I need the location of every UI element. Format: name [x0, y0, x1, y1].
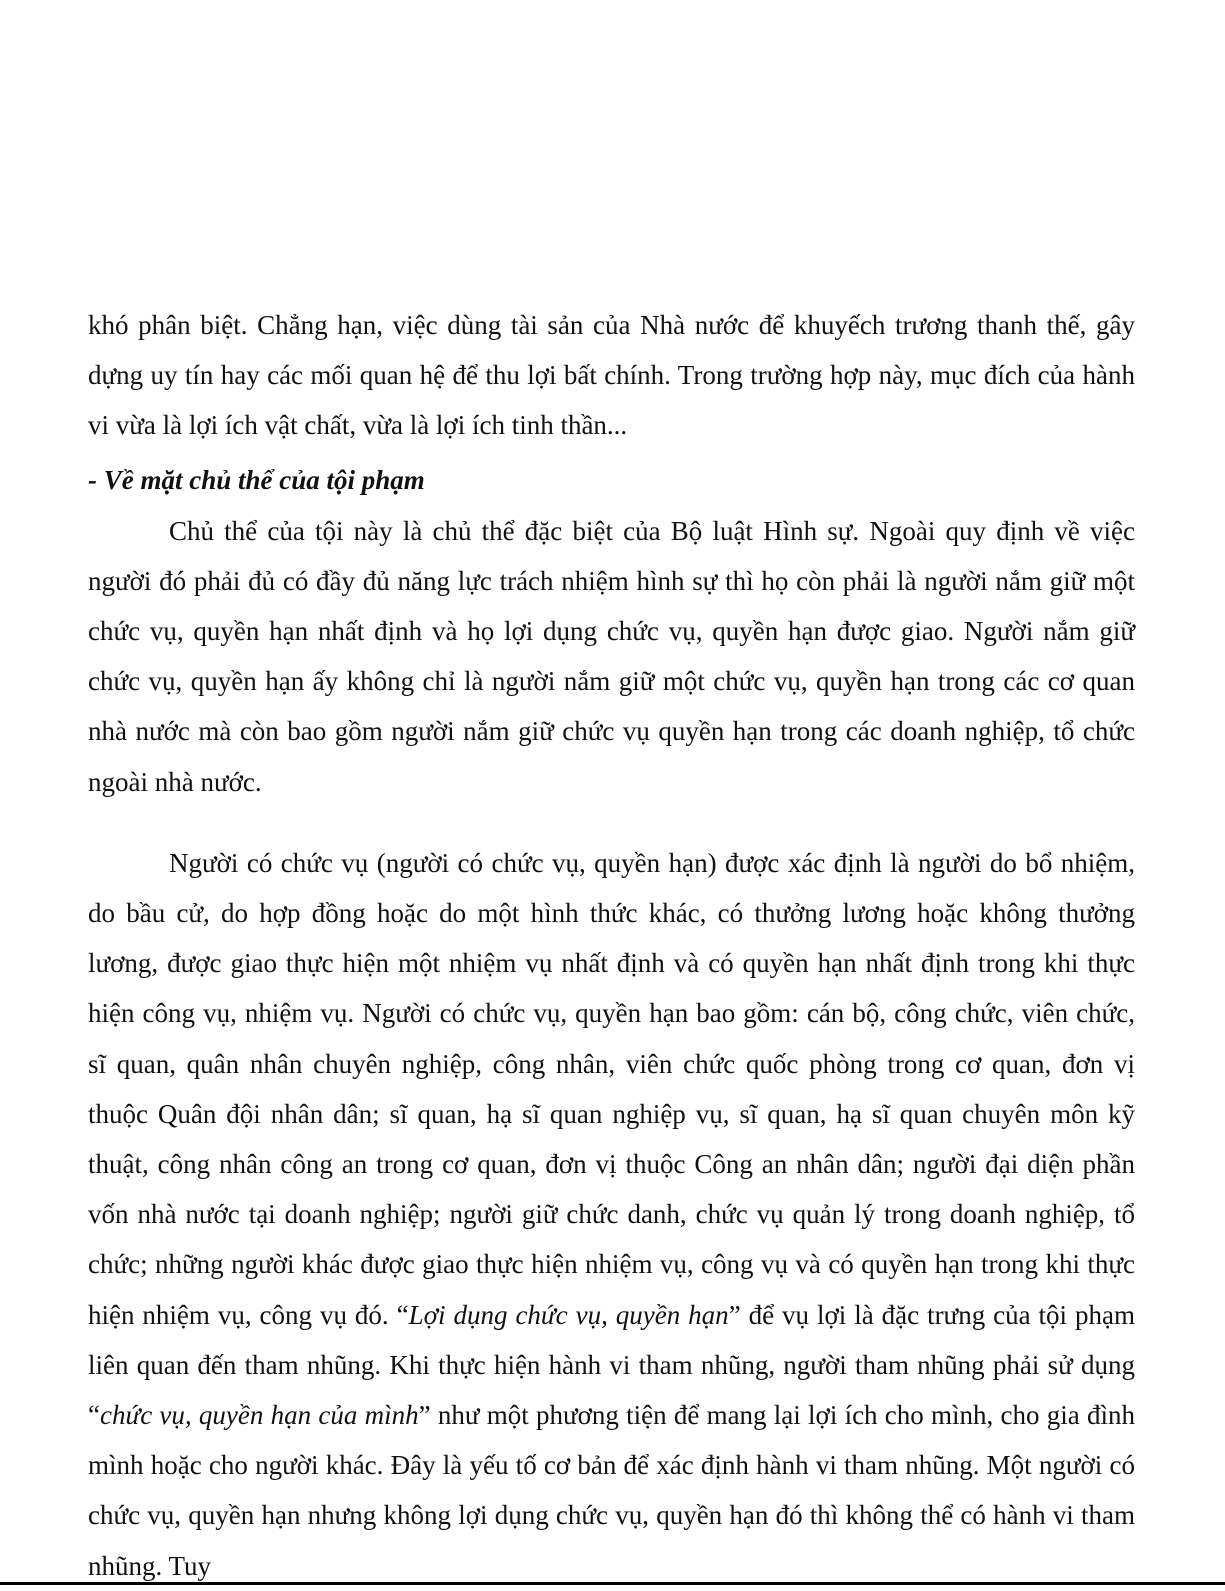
- text-run: ” để vụ lợi là đặc trưng của tội phạm liên quan đến tham nhũng. Khi thực hiện hành vi tham nhũng, người tham nhũng phải sử dụng “: [88, 1299, 1135, 1431]
- paragraph-continuation: khó phân biệt. Chẳng hạn, việc dùng tài sản của Nhà nước để khuyếch trương thanh thế, gây dựng uy tín hay các mối quan hệ để thu lợi bất chính. Trong trường hợp này, mục đích của hành vi vừa là lợi ích vật chất, vừa là lợi ích tinh thần...: [88, 310, 1135, 441]
- section-heading: - Về mặt chủ thể của tội phạm: [88, 464, 425, 495]
- italic-phrase: chức vụ, quyền hạn của mình: [99, 1400, 419, 1431]
- document-body: [88, 300, 1135, 1591]
- paragraph-official-definition: [88, 838, 1135, 1591]
- text-run: Người có chức vụ (người có chức vụ, quyền hạn) được xác định là người do bổ nhiệm, do bầu cử, do hợp đồng hoặc do một hình thức khác, có thưởng lương hoặc không thưởng lương, được giao thực hiện một nhiệm vụ nhất định và có quyền hạn nhất định trong khi thực hiện công vụ, nhiệm vụ. Người có chức vụ, quyền hạn bao gồm: cán bộ, công chức, viên chức, sĩ quan, quân nhân chuyên nghiệp, công nhân, viên chức quốc phòng trong cơ quan, đơn vị thuộc Quân đội nhân dân; sĩ quan, hạ sĩ quan nghiệp vụ, sĩ quan, hạ sĩ quan chuyên môn kỹ thuật, công nhân công an trong cơ quan, đơn vị thuộc Công an nhân dân; người đại diện phần vốn nhà nước tại doanh nghiệp; người giữ chức danh, chức vụ quản lý trong doanh nghiệp, tổ chức; những người khác được giao thực hiện nhiệm vụ, công vụ và có quyền hạn trong khi thực hiện nhiệm vụ, công vụ đó. “: [88, 847, 1135, 1330]
- paragraph-subject: Chủ thể của tội này là chủ thể đặc biệt của Bộ luật Hình sự. Ngoài quy định về việc người đó phải đủ có đầy đủ năng lực trách nhiệm hình sự thì họ còn phải là người nắm giữ một chức vụ, quyền hạn nhất định và họ lợi dụng chức vụ, quyền hạn được giao. Người nắm giữ chức vụ, quyền hạn ấy không chỉ là người nắm giữ một chức vụ, quyền hạn trong các cơ quan nhà nước mà còn bao gồm người nắm giữ chức vụ quyền hạn trong các doanh nghiệp, tổ chức ngoài nhà nước.: [88, 515, 1135, 797]
- text-run: ” như một phương tiện để mang lại lợi ích cho mình, cho gia đình mình hoặc cho người khác. Đây là yếu tố cơ bản để xác định hành vi tham nhũng. Một người có chức vụ, quyền hạn nhưng không lợi dụng chức vụ, quyền hạn đó thì không thể có hành vi tham nhũng. Tuy: [88, 1400, 1135, 1581]
- italic-phrase: Lợi dụng chức vụ, quyền hạn: [408, 1299, 729, 1330]
